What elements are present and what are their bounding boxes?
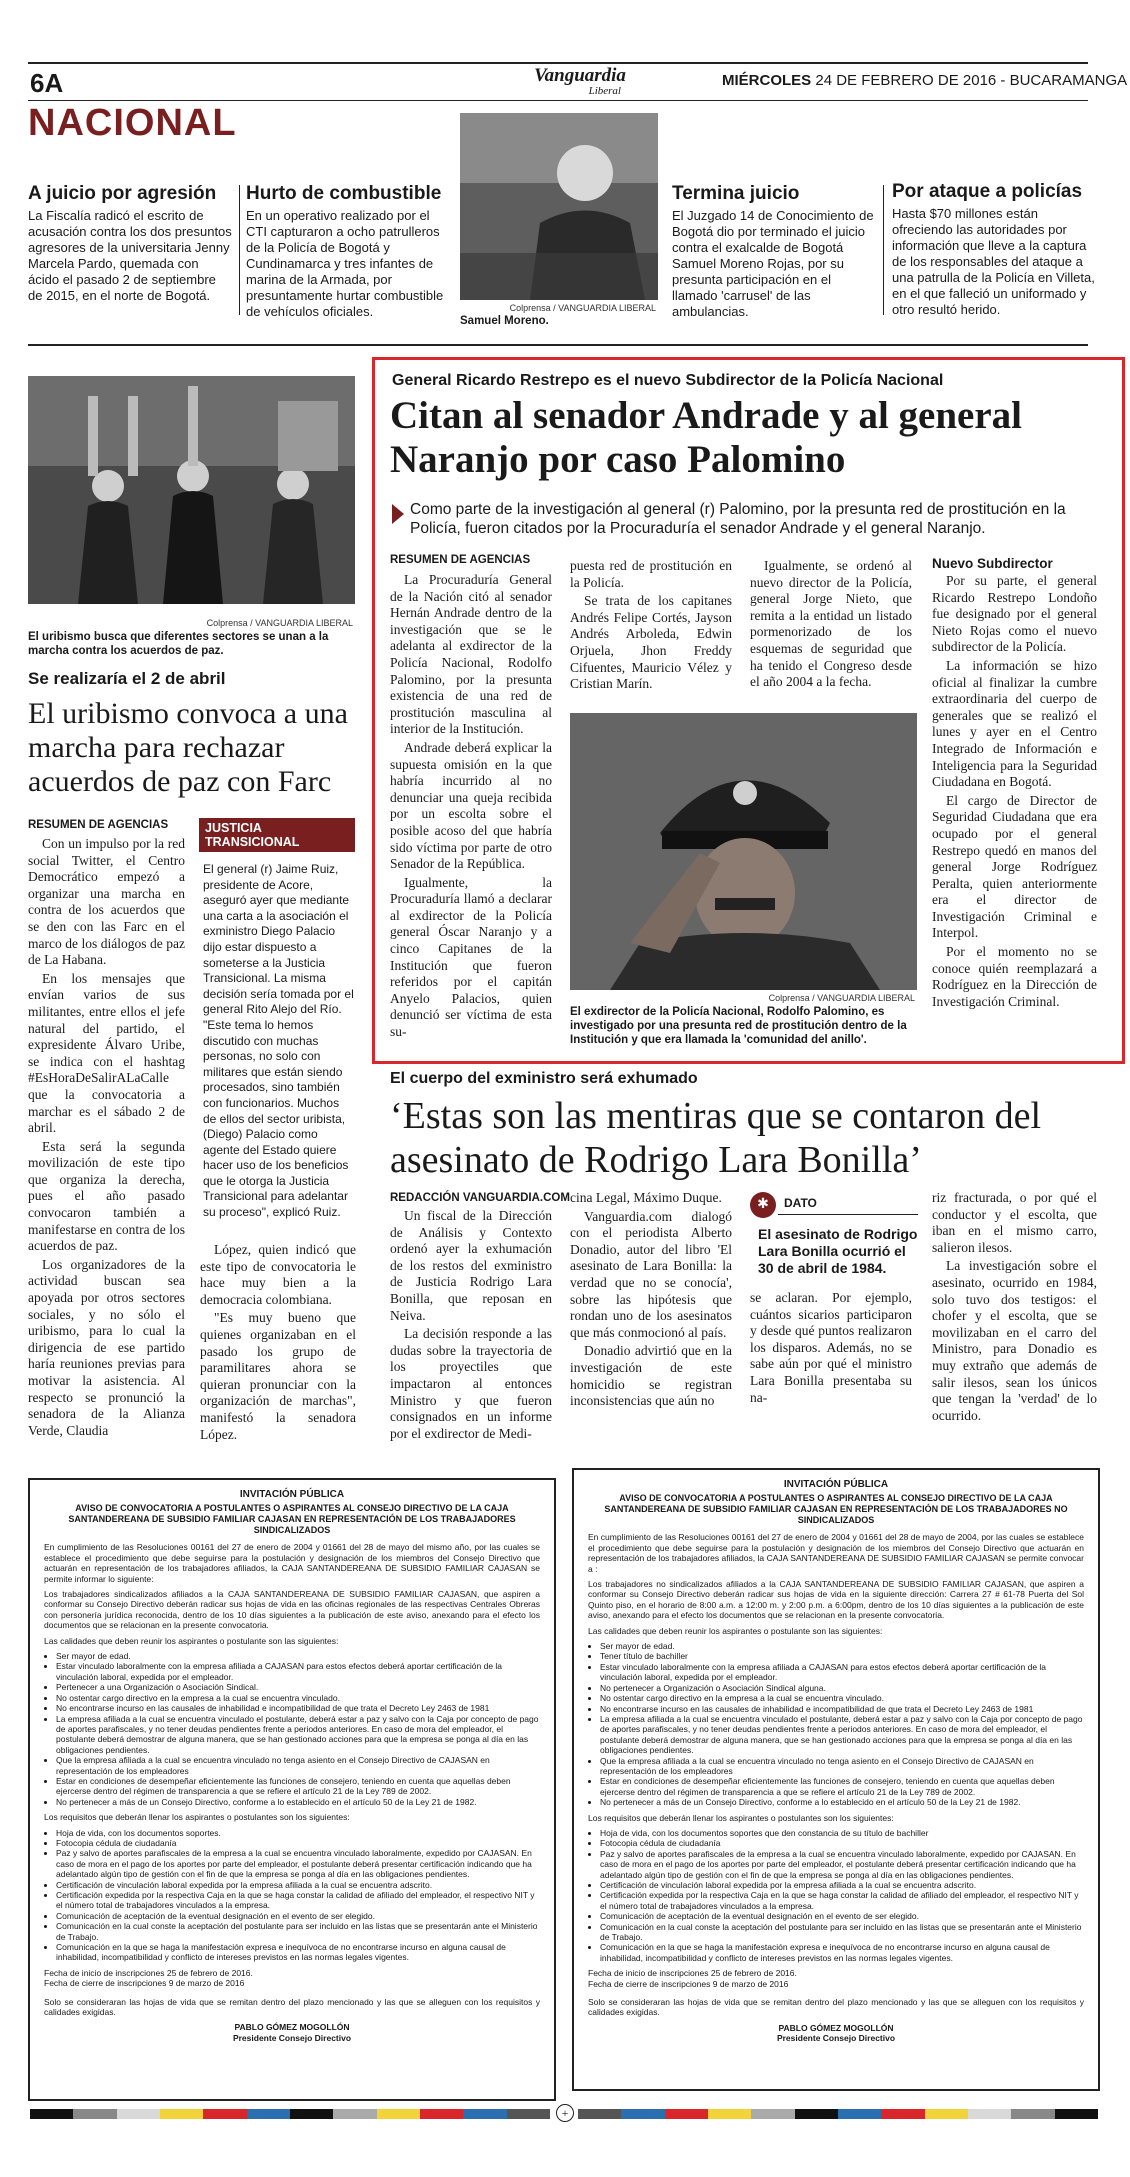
paragraph: Esta será la segunda movilización de este tipo que organiza la derecha, pues el año pasado convocaron también a manifestarse en contra de los acuerdos de paz. [28,1138,185,1254]
ad-paragraph: Los trabajadores sindicalizados afiliados a la CAJA SANTANDEREANA DE SUBSIDIO FAMILIAR CAJASAN, que aspiren a conformar su Consejo Directivo deberán radicar sus hojas de vida en las oficinas regionales de las respectivas Centrales Obreras con personería jurídica reconocida, dentro de los 10 días siguientes a la publicación de este aviso, anexando para el efecto los documentos que se relacionan en la presente convocatoria. [44,1589,540,1631]
lara-byline: REDACCIÓN VANGUARDIA.COM [390,1192,570,1204]
justicia-box-title: JUSTICIA TRANSICIONAL [199,818,355,852]
palomino-photo-caption: El exdirector de la Policía Nacional, Rodolfo Palomino, es investigado por una presunta red de prostitución dentro de la Institución y que era llamada la 'comunidad del anillo'. [570,1006,907,1046]
palomino-photo [570,713,917,990]
palomino-lede: Como parte de la investigación al general (r) Palomino, por la presunta red de prostitución en la Policía, fueron citados por la Procuraduría el senador Andrade y el general Naranjo. [410,501,1066,537]
ad-paragraph: En cumplimiento de las Resoluciones 00161 del 27 de enero de 2004 y 01661 del 28 de mayo del mismo año, por las cuales se establece el procedimiento que debe seguirse para la postulación y designación de los miembros del Consejo Directivo que actuarán en representación de los trabajadores afiliados, la CAJA SANTANDEREANA DE SUBSIDIO FAMILIAR CAJASAN se permite informar lo siguiente: [44,1542,540,1584]
registration-mark: + [556,2104,574,2122]
ad-closing: Solo se consideraran las hojas de vida que se remitan dentro del plazo mencionado y las que se alleguen con los requisitos y calidades exigidas. [588,1997,1084,2018]
logo-main: Vanguardia [534,65,626,86]
ad-signer-title: Presidente Consejo Directivo [232,2032,352,2043]
paragraph: se aclaran. Por ejemplo, cuántos sicarios participaron y desde qué puntos realizaron los disparos. Además, no se sabe aún por qué el ministro Lara Bonilla presentaba su na- [750,1290,912,1405]
paragraph: Donadio advirtió que en la investigación de este homicidio se registran inconsistencias que aún no [570,1343,732,1409]
list-item: • Paz y salvo de aportes parafiscales de la empresa a la cual se encuentra vinculado laboralmente, expedido por CAJASAN. En caso de mora en el pago de los aportes por parte del empleador, el postulante deberá presentar certificación indicando que ha adelantado algún tipo de gestión con el fin de que la empresa se ponga al día en las obligaciones pendientes. [56,1848,540,1879]
lara-column-3 [750,1290,912,1408]
ad-subtitle: AVISO DE CONVOCATORIA A POSTULANTES O ASPIRANTES AL CONSEJO DIRECTIVO DE LA CAJA SANTANDEREANA DE SUBSIDIO FAMILIAR CAJASAN EN REPRESENTACIÓN DE LOS TRABAJADORES NO SINDICALIZADOS [604,1493,1068,1526]
uribismo-column-1 [28,836,185,1441]
ad-requirements-list [588,1641,1084,1808]
paragraph: Vanguardia.com dialogó con el periodista Alberto Donadio, autor del libro 'El asesinato de Lara Bonilla: la verdad que no se conocía', sobre las hipótesis que rondan uno de los asesinatos que más conmocionó al país. [570,1208,732,1340]
uribismo-column-2 [200,1242,356,1445]
list-item: • Hoja de vida, con los documentos soportes que den constancia de su título de bachiller [600,1828,1084,1838]
brief-3 [672,183,877,320]
paragraph: Igualmente, se ordenó al nuevo director de la Policía, general Jorge Nieto, que remita a la entidad un listado pormenorizado de los esquemas de seguridad que ha tenido el Congreso desde el año 2004 a la fecha. [750,558,912,690]
list-item: • Certificación de vinculación laboral expedida por la empresa afiliada a la cual se encuentra adscrito. [600,1880,1084,1890]
paragraph: Con un impulso por la red social Twitter, el Centro Democrático empezó a organizar una marcha en contra de los acuerdos que se den con las Farc en el marco de los diálogos de paz de La Habana. [28,836,185,968]
paragraph: La decisión responde a las dudas sobre la trayectoria de los proyectiles que impactaron al entonces Ministro y que fueron consignados en un informe por el exdirector de Medi- [390,1326,552,1441]
palomino-column-2 [570,558,732,695]
palomino-lede-marker [392,504,404,524]
date-day: MIÉRCOLES [722,72,812,89]
list-item: • Certificación de vinculación laboral expedida por la empresa afiliada a la cual se encuentra adscrito. [56,1880,540,1890]
brief-text: El Juzgado 14 de Conocimiento de Bogotá dio por terminado el juicio contra el exalcalde de Bogotá Samuel Moreno Rojas, por su presunta participación en el llamado 'carrusel' de las ambulancias. [672,208,874,319]
paragraph: Andrade deberá explicar la supuesta omisión en la que habría incurrido al no denunciar una queja recibida por un escolta sobre el posible acoso del que habría sido víctima por parte de otro Senador de la República. [390,739,552,872]
lara-headline: ‘Estas son las mentiras que se contaron del asesinato de Rodrigo Lara Bonilla’ [390,1095,1042,1181]
header-top-rule [28,62,1088,64]
list-item: • Ser mayor de edad. [600,1641,1084,1651]
palomino-kicker: General Ricardo Restrepo es el nuevo Subdirector de la Policía Nacional [392,372,944,389]
ad-heading: INVITACIÓN PÚBLICA [239,1489,345,1500]
list-item: • Hoja de vida, con los documentos soportes. [56,1828,540,1838]
uribismo-photo [28,376,355,604]
list-item: • No pertenecer a Organización o Asociación Sindical alguna. [600,1683,1084,1693]
ad-subtitle: AVISO DE CONVOCATORIA A POSTULANTES O ASPIRANTES AL CONSEJO DIRECTIVO DE LA CAJA SANTANDEREANA DE SUBSIDIO FAMILIAR CAJASAN EN REPRESENTACIÓN DE LOS TRABAJADORES SINDICALIZADOS [68,1503,516,1536]
portrait-illustration [460,113,658,300]
list-item: • La empresa afiliada a la cual se encuentra vinculado el postulante, deberá estar a paz y salvo con la Caja por concepto de pago de aportes parafiscales, y no tener deudas pendientes frente a periodos anteriores. En caso de mora del empleador, el postulante deberá demostrar de alguna manera, que se han gestionado acciones para que la empresa se ponga al día en las obligaciones pendientes. [600,1714,1084,1756]
rally-illustration [28,376,355,604]
palomino-column-4 [932,573,1097,1012]
list-item: • No ostentar cargo directivo en la empresa a la cual se encuentra vinculado. [56,1693,540,1703]
ad-documents-list [588,1828,1084,1963]
uribismo-headline: El uribismo convoca a una marcha para rechazar acuerdos de paz con Farc [28,697,348,798]
ad-requirements-intro: Las calidades que deben reunir los aspirantes o postulante son las siguientes: [44,1635,339,1646]
ad-documents-intro: Los requisitos que deberán llenar los aspirantes o postulantes son los siguientes: [588,1812,894,1823]
lara-kicker: El cuerpo del exministro será exhumado [390,1070,698,1087]
newspaper-logo [525,66,635,97]
logo-sub: Liberal [588,85,621,97]
list-item: • No pertenecer a más de un Consejo Directivo, conforme a lo establecido en el artículo 50 de la Ley 21 de 1982. [600,1797,1084,1807]
header-bottom-rule [28,100,1088,101]
ad-requirements-list [44,1651,540,1807]
paragraph: riz fracturada, o por qué el conductor y el escolta, que iban en el mismo carro, salieron ilesos. [932,1190,1097,1255]
list-item: • Tener título de bachiller [600,1651,1084,1661]
uribismo-photo-caption: El uribismo busca que diferentes sectores se unan a la marcha contra los acuerdos de paz. [28,631,329,657]
list-item: • Fotocopia cédula de ciudadanía [56,1838,540,1848]
paragraph: La información se hizo oficial al finalizar la cumbre extraordinaria del cuerpo de generales que se realizó el lunes y ayer en el Centro Integrado de Información e Inteligencia para la Seguridad Ciudadana en Bogotá. [932,657,1097,790]
print-color-bar-left [30,2109,550,2119]
ad-sindicalizados [28,1478,556,2101]
list-item: • Estar en condiciones de desempeñar eficientemente las funciones de consejero, teniendo en cuenta que aquellas deben ejercerse dentro del régimen de transparencia a que se refiere el artículo 21 de la Ley 789 de 2002. [56,1776,540,1797]
brief-title: Termina juicio [672,183,800,204]
paragraph: Por su parte, el general Ricardo Restrepo Londoño fue designado por el general Nieto Rojas como el nuevo subdirector de la Policía. [932,573,1097,655]
ad-end-date: Fecha de cierre de inscripciones 9 de marzo de 2016 [44,1978,245,1989]
lara-column-4 [932,1190,1097,1426]
ad-signer-title: Presidente Consejo Directivo [776,2033,896,2044]
list-item: • Que la empresa afiliada a la cual se encuentra vinculado no tenga asiento en el Consejo Directivo de CAJASAN en representación de los empleadores [56,1755,540,1776]
lara-column-1 [390,1208,552,1444]
paragraph: puesta red de prostitución en la Policía. [570,558,732,590]
paragraph: Por el momento no se conoce quién reemplazará a Rodríguez en la Dirección de Investigación Criminal. [932,944,1097,1009]
brief-title: Por ataque a policías [892,181,1083,202]
list-item: • Que la empresa afiliada a la cual se encuentra vinculado no tenga asiento en el Consejo Directivo de CAJASAN en representación de los empleadores [600,1756,1084,1777]
ad-requirements-intro: Las calidades que deben reunir los aspirantes o postulante son las siguientes: [588,1625,883,1636]
ad-heading: INVITACIÓN PÚBLICA [783,1479,889,1490]
lara-column-2 [570,1190,732,1412]
samuel-moreno-photo [460,113,658,300]
general-illustration [570,713,917,990]
list-item: • No pertenecer a más de un Consejo Directivo, conforme a lo establecido en el artículo 50 de la Ley 21 de 1982. [56,1797,540,1807]
samuel-photo-caption: Samuel Moreno. [460,315,549,327]
brief-text: La Fiscalía radicó el escrito de acusación contra los dos presuntos agresores de la universitaria Jenny Marcela Pardo, quemada con ácido el pasado 2 de septiembre de 2015, en el norte de Bogotá. [28,208,232,303]
dato-icon: ✱ [750,1192,776,1218]
header-date [722,72,1127,89]
paragraph: cina Legal, Máximo Duque. [570,1190,722,1205]
paragraph: Igualmente, la Procuraduría llamó a declarar al exdirector de la Policía general Óscar Naranjo y a cinco Capitanes de la Institución que fueron referidos por el capitán Anyelo Palacios, quien denunció ser víctima de esta su- [390,874,552,1040]
list-item: • No encontrarse incurso en las causales de inhabilidad e incompatibilidad de que trata el Decreto Ley 2463 de 1981 [600,1704,1084,1714]
palomino-subhead: Nuevo Subdirector [932,556,1053,571]
ad-closing: Solo se consideraran las hojas de vida que se remitan dentro del plazo mencionado y las que se alleguen con los requisitos y calidades exigidas. [44,1996,540,2018]
list-item: • Ser mayor de edad. [56,1651,540,1661]
palomino-column-3 [750,558,912,693]
ad-paragraph: En cumplimiento de las Resoluciones 00161 del 27 de enero de 2004 y 01661 del 28 de mayo de 2004, por las cuales se establece el procedimiento que debe seguirse para la postulación y designación de los miembros del Consejo Directivo que actuarán en representación de los trabajadores afiliados, la CAJA SANTANDEREANA DE SUBSIDIO FAMILIAR CAJASAN se permite convocar a : [588,1532,1084,1574]
list-item: • Fotocopia cédula de ciudadanía [600,1838,1084,1848]
brief-text: Hasta $70 millones están ofreciendo las autoridades por información que lleve a la captura de los responsables del ataque a una patrulla de la Policía en Villeta, en el que falleció un uniformado y otro resultó herido. [892,206,1095,317]
ad-documents-intro: Los requisitos que deberán llenar los aspirantes o postulantes son los siguientes: [44,1812,350,1823]
dato-label: DATO [784,1196,817,1210]
section-title: NACIONAL [28,102,237,144]
uribismo-kicker: Se realizaría el 2 de abril [28,669,226,688]
palomino-headline: Citan al senador Andrade y al general Naranjo por caso Palomino [390,394,1022,481]
samuel-photo-credit: Colprensa / VANGUARDIA LIBERAL [509,303,656,313]
brief-title: A juicio por agresión [28,183,217,204]
palomino-byline: RESUMEN DE AGENCIAS [390,554,531,566]
list-item: • No ostentar cargo directivo en la empresa a la cual se encuentra vinculado. [600,1693,1084,1703]
paragraph: Los organizadores de la actividad buscan sea apoyada por otros sectores sociales, y no sólo el uribismo, para lo cual la dirigencia de ese partido haría reuniones previas para motivar la asistencia. Al respecto se pronunció la senadora de la Alianza Verde, Claudia [28,1256,185,1438]
ad-signer: PABLO GÓMEZ MOGOLLÓN [234,2022,350,2033]
print-color-bar-right [578,2109,1098,2119]
paragraph: La investigación sobre el asesinato, ocurrido en 1984, solo tuvo dos testigos: el chofer y el escolta, que se movilizaban en el carro del Ministro, para Donadio es muy extraño que además de salir ilesos, sean los únicos que tengan la 'verdad' de lo ocurrido. [932,1258,1097,1423]
page-number: 6A [30,68,64,98]
brief-4 [892,181,1097,318]
list-item: • Comunicación de aceptación de la eventual designación en el evento de ser elegido. [56,1911,540,1921]
paragraph: "Es muy bueno que quienes organizaban en el pasado los grupo de paramilitares ahora se quieran pronunciar con la organización de marchas", manifestó la senadora López. [200,1310,356,1442]
ad-start-date: Fecha de inicio de inscripciones 25 de febrero de 2016. [588,1968,797,1979]
ad-documents-list [44,1828,540,1963]
list-item: • Comunicación de aceptación de la eventual designación en el evento de ser elegido. [600,1911,1084,1921]
uribismo-byline: RESUMEN DE AGENCIAS [28,819,169,831]
paragraph: Se trata de los capitanes Andrés Felipe Cortés, Jayson Andrés Arboleda, Edwin Orjuela, Jhon Freddy Cifuentes, Mauricio Vélez y Cristian Marín. [570,593,732,692]
ad-end-date: Fecha de cierre de inscripciones 9 de marzo de 2016 [588,1978,789,1989]
palomino-photo-credit: Colprensa / VANGUARDIA LIBERAL [768,993,915,1003]
brief-divider [883,185,884,315]
date-rest: 24 DE FEBRERO DE 2016 - BUCARAMANGA [815,72,1128,89]
brief-title: Hurto de combustible [246,183,442,204]
brief-text: En un operativo realizado por el CTI capturaron a ocho patrulleros de la Policía de Bogotá y Cundinamarca y tres infantes de marina de la Armada, por presuntamente hurtar combustible de vehículos oficiales. [246,208,444,319]
ad-no-sindicalizados [572,1468,1100,2091]
brief-divider [239,185,240,315]
list-item: • Estar en condiciones de desempeñar eficientemente las funciones de consejero, teniendo en cuenta que aquellas deben ejercerse dentro del régimen de transparencia a que se refiere el artículo 21 de la Ley 789 de 2002. [600,1776,1084,1797]
list-item: • Comunicación en la que se haga la manifestación expresa e inequívoca de no encontrarse incurso en alguna causal de inhabilidad, incompatibilidad y conflicto de intereses previstos en las normas legales vigentes. [600,1942,1084,1963]
justicia-box-text: El general (r) Jaime Ruiz, presidente de Acore, aseguró ayer que mediante una carta a la asociación el exministro Diego Palacio dijo estar dispuesto a someterse a la Justicia Transicional. La misma decisión sería tomada por el general Rito Alejo del Río. "Este tema lo hemos discutido con muchas personas, no solo con militares que están siendo procesados, sino también con funcionarios. Muchos de ellos del sector uribista, (Diego) Palacio como agente del Estado quiere hacer uso de los beneficios que le otorga la Justicia Transicional para adelantar su proceso", explicó Ruiz. [203,862,354,1220]
list-item: • No encontrarse incurso en las causales de inhabilidad e incompatibilidad de que trata el Decreto Ley 2463 de 1981 [56,1703,540,1713]
list-item: • La empresa afiliada a la cual se encuentra vinculado el postulante, deberá estar a paz y salvo con la Caja por concepto de pago de aportes parafiscales, y no tener deudas pendientes frente a periodos anteriores. En caso de mora del empleador, el postulante deberá demostrar de alguna manera, que se han gestionado acciones para que la empresa se ponga al día en las obligaciones pendientes. [56,1714,540,1756]
ad-start-date: Fecha de inicio de inscripciones 25 de febrero de 2016. [44,1967,253,1978]
dato-rule [778,1214,918,1215]
paragraph: El cargo de Director de Seguridad Ciudadana que era ocupado por el general Restrepo quedó en manos del general Jorge Rodríguez Peralta, quien anteriormente era el director de Investigación Criminal e Interpol. [932,792,1097,941]
dato-text: El asesinato de Rodrigo Lara Bonilla ocurrió el 30 de abril de 1984. [758,1226,918,1276]
palomino-column-1 [390,572,552,1043]
briefs-bottom-rule [28,344,1088,346]
paragraph: En los mensajes que envían varios de sus militantes, entre ellos el jefe natural del partido, el expresidente Álvaro Uribe, se indica con el hashtag #EsHoraDeSalirALaCalle que la convocatoria a marchar es el sábado 2 de abril. [28,970,185,1136]
list-item: • Pertenecer a una Organización o Asociación Sindical. [56,1682,540,1692]
paragraph: La Procuraduría General de la Nación citó al senador Hernán Andrade dentro de la investigación que se le adelanta al exdirector de la Policía Nacional, Rodolfo Palomino, por la presunta existencia de una red de prostitución masculina al interior de la Institución. [390,572,552,737]
brief-2 [246,183,451,320]
paragraph: Un fiscal de la Dirección de Análisis y Contexto ordenó ayer la exhumación de los restos del exministro de Justicia Rodrigo Lara Bonilla, que reposan en Neiva. [390,1208,552,1323]
paragraph: López, quien indicó que este tipo de convocatoria le hace muy bien a la democracia colombiana. [200,1242,356,1307]
brief-1 [28,183,233,304]
ad-paragraph: Los trabajadores no sindicalizados afiliados a la CAJA SANTANDEREANA DE SUBSIDIO FAMILIAR CAJASAN, que aspiren a conformar su Consejo Directivo deberán radicar sus hojas de vida en la siguiente dirección: Carrera 27 # 61-78 Puerta del Sol Quinto piso, en el horario de 8:00 a.m. a 12:00 m. y 2:00 p.m. a 6:00pm, dentro de los 10 días siguientes a la publicación de este aviso, anexando para el efecto los documentos que se relacionan en la presente convocatoria. [588,1579,1084,1621]
list-item: • Comunicación en la cual conste la aceptación del postulante para ser incluido en las listas que se presentarán ante el Ministerio de Trabajo. [600,1922,1084,1943]
list-item: • Certificación expedida por la respectiva Caja en la que se haga constar la calidad de afiliado del empleador, el respectivo NIT y el número total de trabajadores vinculados a la empresa. [56,1890,540,1911]
ad-signer: PABLO GÓMEZ MOGOLLÓN [778,2022,894,2033]
list-item: • Certificación expedida por la respectiva Caja en la que se haga constar la calidad de afiliado del empleador, el respectivo NIT y el número total de trabajadores vinculados a la empresa. [600,1890,1084,1911]
list-item: • Estar vinculado laboralmente con la empresa afiliada a CAJASAN para estos efectos deberá aportar certificación de la vinculación laboral, expedida por el empleador. [56,1661,540,1682]
list-item: • Estar vinculado laboralmente con la empresa afiliada a CAJASAN para estos efectos deberá aportar certificación de la vinculación laboral, expedida por el empleador. [600,1662,1084,1683]
list-item: • Comunicación en la cual conste la aceptación del postulante para ser incluido en las listas que se presentarán ante el Ministerio de Trabajo. [56,1921,540,1942]
list-item: • Paz y salvo de aportes parafiscales de la empresa a la cual se encuentra vinculado laboralmente, expedido por CAJASAN. En caso de mora en el pago de los aportes por parte del empleador, el postulante deberá presentar certificación indicando que ha adelantado algún tipo de gestión con el fin de que la empresa se ponga al día en las obligaciones pendientes. [600,1849,1084,1880]
uribismo-photo-credit: Colprensa / VANGUARDIA LIBERAL [206,618,353,628]
list-item: • Comunicación en la que se haga la manifestación expresa e inequívoca de no encontrarse incurso en alguna causal de inhabilidad, incompatibilidad y conflicto de intereses previstos en las normas legales vigentes. [56,1942,540,1963]
